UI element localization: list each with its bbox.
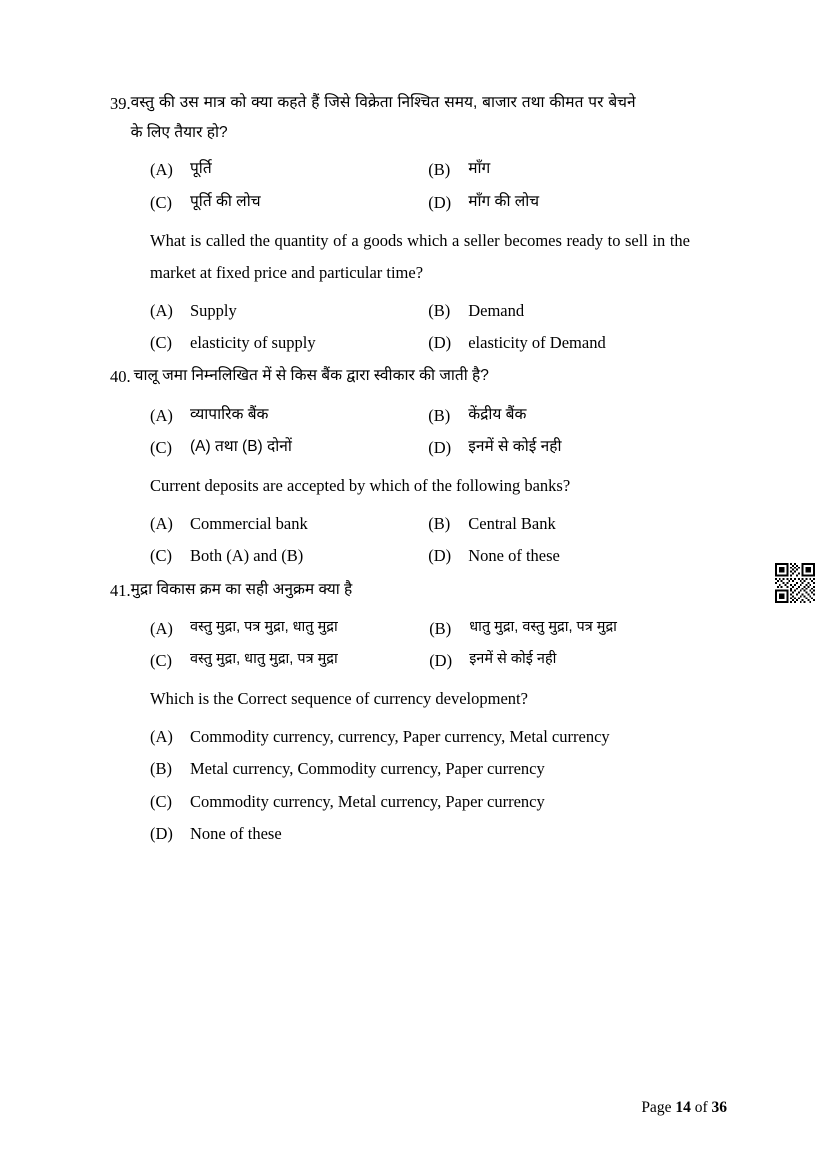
- question-40-number: 40.: [110, 367, 131, 387]
- option-text-a: Supply: [190, 301, 237, 321]
- question-39-option-d-english[interactable]: [428, 327, 727, 359]
- option-label-a: (A): [150, 514, 173, 534]
- question-39-option-d-hindi[interactable]: [428, 187, 727, 219]
- option-label-c: (C): [150, 650, 172, 670]
- option-text-b: धातु मुद्रा, वस्तु मुद्रा, पत्र मुद्रा: [469, 618, 617, 635]
- option-label-a: (A): [150, 405, 173, 425]
- question-41-hindi-options-row-2: [150, 645, 727, 677]
- question-41-stem-hindi: मुद्रा विकास क्रम का सही अनुक्रम क्या है: [130, 580, 353, 598]
- question-41-option-c-english[interactable]: [150, 786, 727, 818]
- option-text-c: elasticity of supply: [190, 333, 316, 353]
- option-label-b: (B): [428, 160, 451, 180]
- question-40-english-options-row-1: [150, 508, 727, 540]
- option-text-d: None of these: [468, 546, 560, 566]
- option-label-b: (B): [429, 618, 452, 638]
- option-text-b: Metal currency, Commodity currency, Paper currency: [190, 759, 545, 779]
- option-label-c: (C): [150, 333, 172, 353]
- option-label-d: (D): [428, 333, 452, 353]
- question-41-option-a-english[interactable]: [150, 721, 727, 753]
- question-40-option-a-hindi[interactable]: [150, 400, 428, 432]
- question-41-option-b-hindi[interactable]: [429, 613, 727, 645]
- question-40: [110, 361, 727, 572]
- question-41-option-c-hindi[interactable]: [150, 645, 429, 677]
- question-39-english-options-row-1: [150, 295, 727, 327]
- question-41-option-d-hindi[interactable]: [429, 645, 727, 677]
- option-text-a: Commercial bank: [190, 514, 308, 534]
- question-39: [110, 88, 727, 359]
- option-label-b: (B): [428, 405, 451, 425]
- option-label-b: (B): [428, 301, 451, 321]
- option-label-d: (D): [428, 546, 452, 566]
- question-41-option-b-english[interactable]: [150, 753, 727, 785]
- qr-code-icon: [775, 563, 815, 603]
- question-41-hindi-options-row-1: [150, 613, 727, 645]
- option-text-a: वस्तु मुद्रा, पत्र मुद्रा, धातु मुद्रा: [190, 618, 338, 635]
- option-text-c: वस्तु मुद्रा, धातु मुद्रा, पत्र मुद्रा: [190, 650, 338, 667]
- option-text-a: पूर्ति: [190, 160, 212, 178]
- question-41-stem: [110, 575, 727, 607]
- option-text-d: इनमें से कोई नही: [468, 437, 562, 455]
- question-41-stem-english: Which is the Correct sequence of currency development?: [150, 689, 528, 709]
- option-text-d: None of these: [190, 823, 282, 843]
- option-text-b: Demand: [468, 301, 525, 321]
- question-40-option-b-english[interactable]: [428, 508, 727, 540]
- option-label-a: (A): [150, 727, 173, 747]
- footer-total-pages: 36: [711, 1099, 727, 1116]
- question-40-option-c-english[interactable]: [150, 540, 428, 572]
- page-footer: [641, 1099, 727, 1117]
- option-text-d: इनमें से कोई नही: [469, 650, 557, 667]
- option-label-c: (C): [150, 791, 172, 811]
- question-39-stem-english: What is called the quantity of a goods which a seller becomes ready to sell in the market at fixed price and particular time?: [150, 230, 690, 282]
- question-39-english-options-row-2: [150, 327, 727, 359]
- question-39-option-c-english[interactable]: [150, 327, 428, 359]
- question-40-hindi-options-row-1: [150, 400, 727, 432]
- option-text-c: Both (A) and (B): [190, 546, 304, 566]
- option-label-a: (A): [150, 160, 173, 180]
- question-39-option-b-hindi[interactable]: [428, 154, 727, 186]
- option-text-d: elasticity of Demand: [468, 333, 606, 353]
- option-text-b: माँग: [468, 160, 491, 178]
- option-text-a: व्यापारिक बैंक: [190, 405, 269, 423]
- question-39-stem-hindi: वस्तु की उस मात्र को क्या कहते हैं जिसे विक्रेता निश्चित समय, बाजार तथा कीमत पर बेचने के लिए तैयार हो?: [130, 94, 636, 142]
- question-39-stem: [110, 88, 727, 148]
- option-label-d: (D): [428, 192, 452, 212]
- option-label-c: (C): [150, 192, 172, 212]
- option-label-b: (B): [150, 759, 172, 779]
- option-label-d: (D): [429, 650, 453, 670]
- option-label-d: (D): [150, 823, 173, 843]
- option-text-c: पूर्ति की लोच: [190, 192, 261, 210]
- question-39-hindi-options-row-1: [150, 154, 727, 186]
- question-40-option-a-english[interactable]: [150, 508, 428, 540]
- question-40-stem: [110, 361, 727, 393]
- question-40-stem-english: Current deposits are accepted by which of the following banks?: [150, 475, 571, 495]
- option-text-c: (A) तथा (B) दोनों: [190, 437, 292, 455]
- question-39-number: 39.: [110, 94, 131, 113]
- footer-prefix: Page: [641, 1099, 672, 1116]
- question-41-number: 41.: [110, 580, 131, 600]
- question-40-option-d-hindi[interactable]: [428, 432, 727, 464]
- footer-mid: of: [694, 1099, 708, 1116]
- question-40-hindi-options-row-2: [150, 432, 727, 464]
- question-40-english-options-row-2: [150, 540, 727, 572]
- option-label-a: (A): [150, 301, 173, 321]
- question-39-option-b-english[interactable]: [428, 295, 727, 327]
- question-40-stem-hindi: चालू जमा निम्नलिखित में से किस बैंक द्वारा स्वीकार की जाती है?: [133, 367, 489, 385]
- footer-page-number: 14: [675, 1099, 691, 1116]
- option-text-b: केंद्रीय बैंक: [468, 405, 527, 423]
- option-text-a: Commodity currency, currency, Paper currency, Metal currency: [190, 727, 610, 747]
- option-label-c: (C): [150, 546, 172, 566]
- question-39-option-c-hindi[interactable]: [150, 187, 428, 219]
- option-label-b: (B): [428, 514, 451, 534]
- option-label-a: (A): [150, 618, 173, 638]
- option-text-b: Central Bank: [468, 514, 556, 534]
- option-text-c: Commodity currency, Metal currency, Paper currency: [190, 791, 545, 811]
- option-label-d: (D): [428, 437, 452, 457]
- question-39-hindi-options-row-2: [150, 187, 727, 219]
- question-40-option-b-hindi[interactable]: [428, 400, 727, 432]
- question-40-option-d-english[interactable]: [428, 540, 727, 572]
- option-text-d: माँग की लोच: [468, 192, 540, 210]
- question-41: [110, 575, 727, 850]
- question-40-option-c-hindi[interactable]: [150, 432, 428, 464]
- question-39-option-a-english[interactable]: [150, 295, 428, 327]
- question-39-option-a-hindi[interactable]: [150, 154, 428, 186]
- question-41-option-a-hindi[interactable]: [150, 613, 429, 645]
- option-label-c: (C): [150, 437, 172, 457]
- question-41-option-d-english[interactable]: [150, 818, 727, 850]
